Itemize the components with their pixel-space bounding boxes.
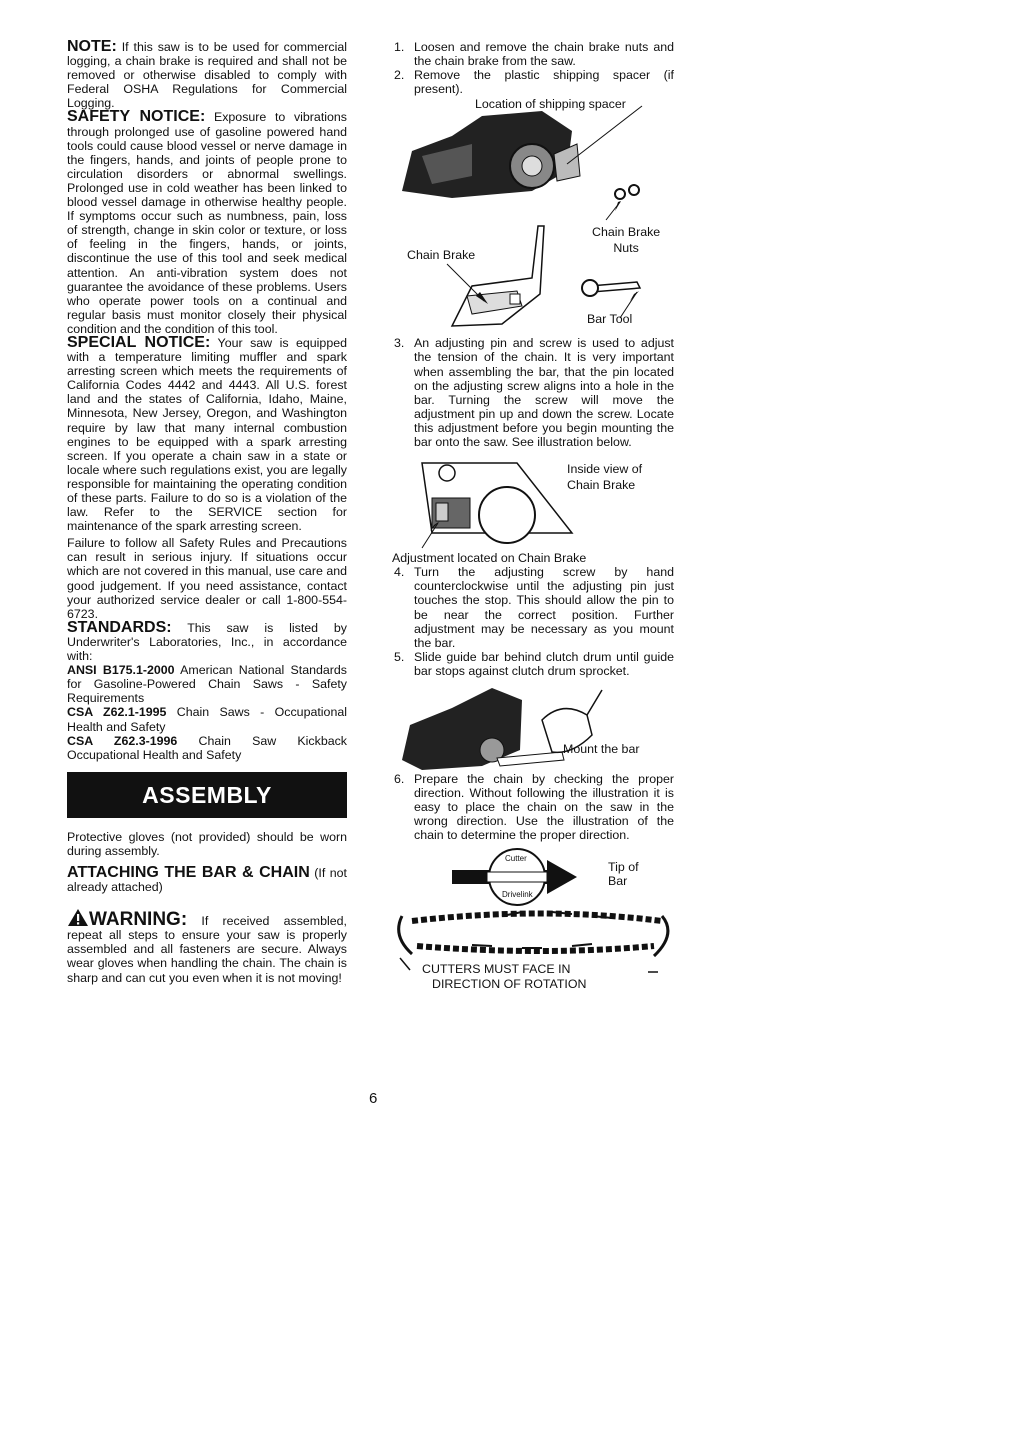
mount-bar-figure (392, 680, 674, 772)
gloves-paragraph: Protective gloves (not provided) should be worn during assembly. (67, 829, 347, 858)
chain-brake-label: Chain Brake (407, 248, 476, 263)
shipping-spacer-caption: Location of shipping spacer (475, 97, 626, 112)
standards-paragraph: STANDARDS: This saw is listed by Underwriter's Laboratories, Inc., in accordance with: (67, 618, 347, 664)
bar-tool-label: Bar Tool (587, 312, 633, 327)
cutter-label: Cutter (505, 854, 527, 864)
special-notice-paragraph: SPECIAL NOTICE: Your saw is equipped with a temperature limiting muffler and spark arresting screen which meets the requirements of California Codes 4442 and 4443. All U.S. forest land and the states of California, Idaho, Maine, Minnesota, New Jersey, Oregon, and Washington require by law that many internal combustion engines to be equipped with a spark arresting screen. If you operate a chain saw in a state or locale where such regulations exist, you are legally responsible for maintaining the operating condition of these parts. Failure to do so is a violation of the law. Refer to the SERVICE section for maintenance of the spark arresting screen. (67, 333, 347, 534)
mount-bar-label: Mount the bar (563, 741, 640, 756)
right-column (392, 40, 674, 994)
drivelink-label: Drivelink (502, 890, 533, 900)
cutters-face-label: CUTTERS MUST FACE IN (422, 962, 571, 977)
attaching-heading: ATTACHING THE BAR & CHAIN (If not already attached) (67, 863, 347, 895)
inside-chain-brake-figure (392, 453, 674, 553)
step-6-list (392, 772, 674, 842)
adjustment-caption: Adjustment located on Chain Brake (392, 551, 587, 566)
chain-direction-figure (392, 846, 674, 994)
left-column (67, 40, 347, 985)
ansi-standard: ANSI B175.1-2000 American National Standards for Gasoline-Powered Chain Saws - Safety Requirements (67, 663, 347, 706)
steps-1-2 (392, 40, 674, 96)
note-paragraph: NOTE: If this saw is to be used for commercial logging, a chain brake is required and shall not be removed or otherwise disabled to comply with Federal OSHA Regulations for Commercial Logging. (67, 38, 347, 111)
step-1: 1. Loosen and remove the chain brake nuts and the chain brake from the saw. (394, 40, 674, 69)
csa-z62-1-standard: CSA Z62.1-1995 Chain Saws - Occupational Health and Safety (67, 705, 347, 734)
safety-notice-paragraph: SAFETY NOTICE: Exposure to vibrations through prolonged use of gasoline powered hand tools could cause blood vessel or nerve damage in the fingers, hands, and joints of people prone to circulation disorders or abnormal swellings. Prolonged use in cold weather has been linked to blood vessel damage in otherwise healthy people. If symptoms occur such as numbness, pain, loss of strength, change in skin color or texture, or loss of feeling in the fingers, hands, or joints, discontinue the use of this tool and seek medical attention. An anti-vibration system does not guarantee the avoidance of these problems. Users who operate power tools on a continual and regular basis must monitor closely their physical condition and the condition of this tool. (67, 108, 347, 336)
step-5: 5. Slide guide bar behind clutch drum until guide bar stops against clutch drum sprocket. (394, 649, 674, 678)
assembly-banner: ASSEMBLY (67, 772, 347, 818)
shipping-spacer-figure (392, 96, 674, 336)
mount-bar-illustration (392, 680, 674, 772)
step-6: 6. Prepare the chain by checking the proper direction. Without following the illustration it is easy to place the chain on the saw in the wrong direction. Use the illustration of the chain to determine the proper direction. (394, 771, 674, 843)
page-number: 6 (369, 1090, 378, 1107)
steps-4-5 (392, 565, 674, 678)
warning-paragraph: WARNING: If received assembled, repeat all steps to ensure your saw is properly assembled and all fasteners are secure. Always wear gloves when handling the chain. The chain is sharp and can cut you even when it is not moving! (67, 909, 347, 985)
tip-of-bar-label: Tip of Bar (608, 860, 639, 889)
warning-triangle-icon (67, 908, 89, 927)
step-3-list (392, 336, 674, 449)
chain-saw-illustration (392, 96, 674, 336)
rotation-label: DIRECTION OF ROTATION (432, 977, 587, 992)
step-2: 2. Remove the plastic shipping spacer (if present). (394, 68, 674, 97)
step-4: 4. Turn the adjusting screw by hand counterclockwise until the adjusting pin just touches the stop. This should allow the pin to be near the correct position. Further adjustment may be necessary as you mount the bar. (394, 565, 674, 650)
inside-view-label: Inside view of Chain Brake (567, 462, 643, 493)
failure-paragraph: Failure to follow all Safety Rules and Precautions can result in serious injury. If situations occur which are not covered in this manual, use care and good judgement. If you need assistance, contact your authorized service dealer or call 1-800-554-6723. (67, 536, 347, 621)
chain-brake-nuts-label: Chain Brake Nuts (592, 225, 661, 256)
csa-z62-3-standard: CSA Z62.3-1996 Chain Saw Kickback Occupational Health and Safety (67, 733, 347, 762)
step-3: 3. An adjusting pin and screw is used to adjust the tension of the chain. It is very important when assembling the bar, that the pin located on the adjusting screw aligns into a hole in the bar. Turning the screw will move the adjustment pin up and down the screw. Locate this adjustment before you begin mounting the bar onto the saw. See illustration below. (394, 336, 674, 450)
